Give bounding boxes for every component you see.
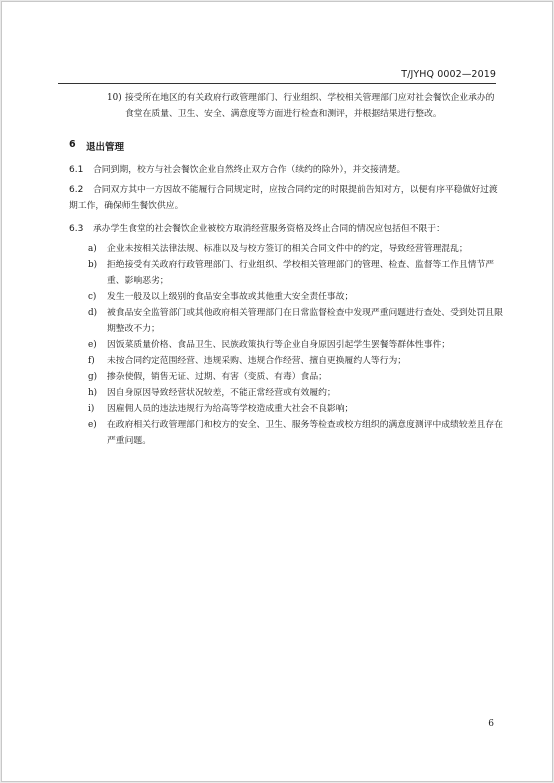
- clause-6-1: [93, 162, 503, 178]
- list-item-letter: e): [88, 340, 97, 350]
- list-item-letter: h): [88, 388, 98, 398]
- list-item-g: [88, 369, 504, 385]
- clause-text: 承办学生食堂的社会餐饮企业被校方取消经营服务资格及终止合同的情况应包括但不限于：: [93, 224, 445, 234]
- clause-number-6-2: 6.2: [69, 185, 84, 195]
- list-item-letter: a): [88, 244, 97, 254]
- list-item-text: 因雇佣人员的违法违规行为给高等学校造成重大社会不良影响；: [107, 404, 354, 414]
- list-item-letter: g): [88, 372, 98, 382]
- list-item-d: [88, 305, 504, 337]
- clause-text: 合同到期，校方与社会餐饮企业自然终止双方合作（续约的除外），并交接清楚。: [93, 165, 406, 175]
- list-item-j: [88, 417, 504, 449]
- list-item-letter: i): [88, 404, 95, 414]
- list-item-text: 发生一般及以上级别的食品安全事故或其他重大安全责任事故；: [107, 292, 354, 302]
- list-item-b: [88, 257, 504, 289]
- list-item-text: 掺杂使假，销售无证、过期、有害（变质、有毒）食品；: [107, 372, 327, 382]
- clause-text: 合同双方其中一方因故不能履行合同规定时，应按合同约定的时限提前告知对方，以便有序平稳做好过渡期工作，确保师生餐饮供应。: [69, 185, 498, 211]
- list-item-i: [88, 401, 504, 417]
- list-item-text: 因饭菜质量价格、食品卫生、民族政策执行等企业自身原因引起学生罢餐等群体性事件；: [107, 340, 451, 350]
- clause-6-3: [93, 221, 503, 237]
- list-item-10: [107, 90, 502, 122]
- clause-number-6-3: 6.3: [69, 224, 84, 234]
- list-item-text: 被食品安全监管部门或其他政府相关管理部门在日常监督检查中发现严重问题进行查处、受到处罚且限期整改不力；: [107, 308, 503, 334]
- list-item-f: [88, 353, 504, 369]
- list-item-letter: c): [88, 292, 97, 302]
- list-item-letter: e): [88, 420, 97, 430]
- header-rule: [58, 83, 496, 84]
- clause-6-2: [69, 182, 505, 214]
- list-item-c: [88, 289, 504, 305]
- section-title: 退出管理: [86, 142, 125, 153]
- list-item-text: 未按合同约定范围经营、违规采购、违规合作经营、擅自更换履约人等行为；: [107, 356, 407, 366]
- list-item-text: 企业未按相关法律法规、标准以及与校方签订的相关合同文件中的约定，导致经营管理混乱；: [107, 244, 468, 254]
- list-item-letter: f): [88, 356, 95, 366]
- list-item-text: 接受所在地区的有关政府行政管理部门、行业组织、学校相关管理部门应对社会餐饮企业承办的食堂在质量、卫生、安全、满意度等方面进行检查和测评，并根据结果进行整改。: [125, 93, 495, 119]
- list-item-number: 10): [107, 93, 122, 103]
- document-page: [1, 1, 553, 782]
- list-item-e: [88, 337, 504, 353]
- clause-number-6-1: 6.1: [69, 165, 84, 175]
- list-item-a: [88, 241, 504, 257]
- page-number: 6: [488, 719, 494, 729]
- list-item-h: [88, 385, 504, 401]
- document-code: T/JYHQ 0002—2019: [401, 69, 496, 80]
- list-item-letter: b): [88, 260, 98, 270]
- list-item-text: 因自身原因导致经营状况较差，不能正常经营或有效履约；: [107, 388, 336, 398]
- list-item-text: 拒绝接受有关政府行政管理部门、行业组织、学校相关管理部门的管理、检查、监督等工作且情节严重、影响恶劣；: [107, 260, 495, 286]
- section-number: 6: [69, 139, 76, 150]
- list-item-letter: d): [88, 308, 98, 318]
- list-item-text: 在政府相关行政管理部门和校方的安全、卫生、服务等检查或校方组织的满意度测评中成绩较差且存在严重问题。: [107, 420, 503, 446]
